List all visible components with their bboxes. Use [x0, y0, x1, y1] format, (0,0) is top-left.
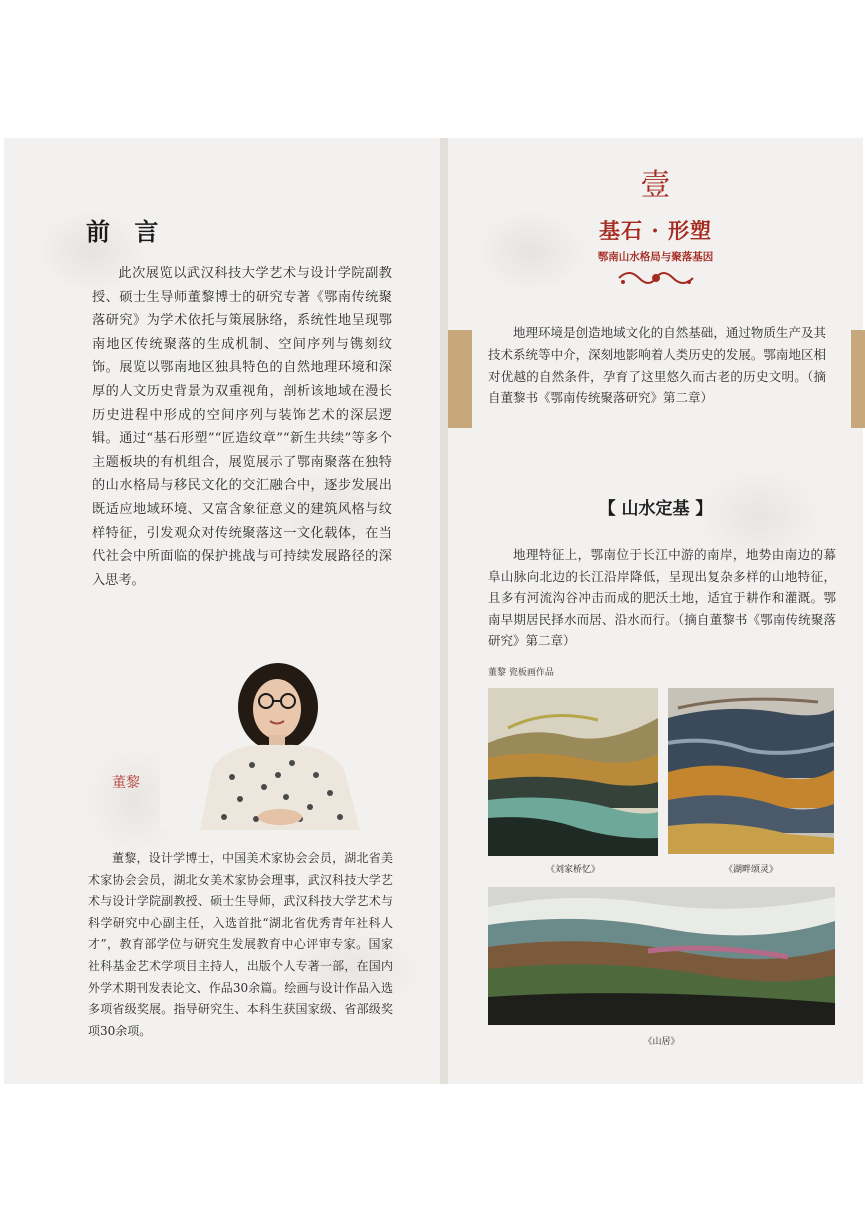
- caption-painting-1: 《刘家桥忆》: [545, 865, 600, 875]
- artist-name: 董黎: [112, 775, 140, 791]
- caption-painting-2: 《湖畔颂灵》: [723, 865, 778, 875]
- body-paragraph: 地理特征上，鄂南位于长江中游的南岸，地势由南边的幕阜山脉向北边的长江沿岸降低，呈现出复杂多样的山地特征，且多有河流沟谷冲击而成的肥沃土地，适宜于耕作和灌溉。鄂南早期居民择水而居、沿水而行。（摘自董黎书《鄂南传统聚落研究》第二章）: [488, 547, 836, 649]
- decorative-ornament-icon: [615, 266, 697, 290]
- preface-paragraph: 此次展览以武汉科技大学艺术与设计学院副教授、硕士生导师董黎博士的研究专著《鄂南传统聚落研究》为学术依托与策展脉络，系统性地呈现鄂南地区传统聚落的生成机制、空间序列与镌刻纹饰。展览以鄂南地区独具特色的自然地理环境和深厚的人文历史背景为双重视角，剖析该地域在漫长历史进程中形成的空间序列与装饰艺术的深层逻辑。通过“基石形塑”“匠造纹章”“新生共续”等多个主题板块的有机组合，展览展示了鄂南聚落在独特的山水格局与移民文化的交汇融合中，逐步发展出既适应地域环境、又富含象征意义的建筑风格与纹样特征，引发观众对传统聚落这一文化载体，在当代社会中所面临的保护挑战与可持续发展路径的深入思考。: [92, 266, 392, 588]
- section-subtitle: 鄂南山水格局与聚落基因: [597, 251, 714, 263]
- sub-heading: 【 山水定基 】: [598, 499, 713, 519]
- artist-bio: [88, 848, 393, 1042]
- painting-hupan: [668, 688, 834, 854]
- caption-painting-3: 《山居》: [643, 1037, 680, 1047]
- section-title: 基石 · 形塑: [599, 218, 712, 243]
- preface-text: [92, 262, 392, 592]
- section-intro: [488, 322, 826, 409]
- intro-paragraph: 地理环境是创造地域文化的自然基础，通过物质生产及其技术系统等中介，深刻地影响着人类历史的发展。鄂南地区相对优越的自然条件，孕育了这里悠久而古老的历史文明。（摘自董黎书《鄂南传统聚落研究》第二章）: [488, 325, 826, 406]
- painting-liujiaqiao: [488, 688, 658, 856]
- book-spine: [440, 138, 448, 1084]
- section-number: 壹: [640, 168, 671, 203]
- page-tab-marker-edge: [851, 330, 865, 428]
- artist-portrait: [160, 657, 380, 830]
- section-body: [488, 544, 836, 652]
- bio-paragraph: 董黎，设计学博士，中国美术家协会会员，湖北省美术家协会会员，湖北女美术家协会理事，武汉科技大学艺术与设计学院副教授、硕士生导师，武汉科技大学艺术与科学研究中心副主任，入选首批“湖北省优秀青年社科人才”，教育部学位与研究生发展教育中心评审专家。国家社科基金艺术学项目主持人，出版个人专著一部，在国内外学术期刊发表论文、作品30余篇。绘画与设计作品入选多项省级奖展。指导研究生、本科生获国家级、省部级奖项30余项。: [88, 851, 393, 1038]
- preface-title: 前 言: [86, 217, 167, 246]
- painting-shanju: [488, 887, 835, 1025]
- page-tab-marker: [448, 330, 472, 428]
- artwork-credit: 董黎 瓷板画作品: [488, 668, 554, 678]
